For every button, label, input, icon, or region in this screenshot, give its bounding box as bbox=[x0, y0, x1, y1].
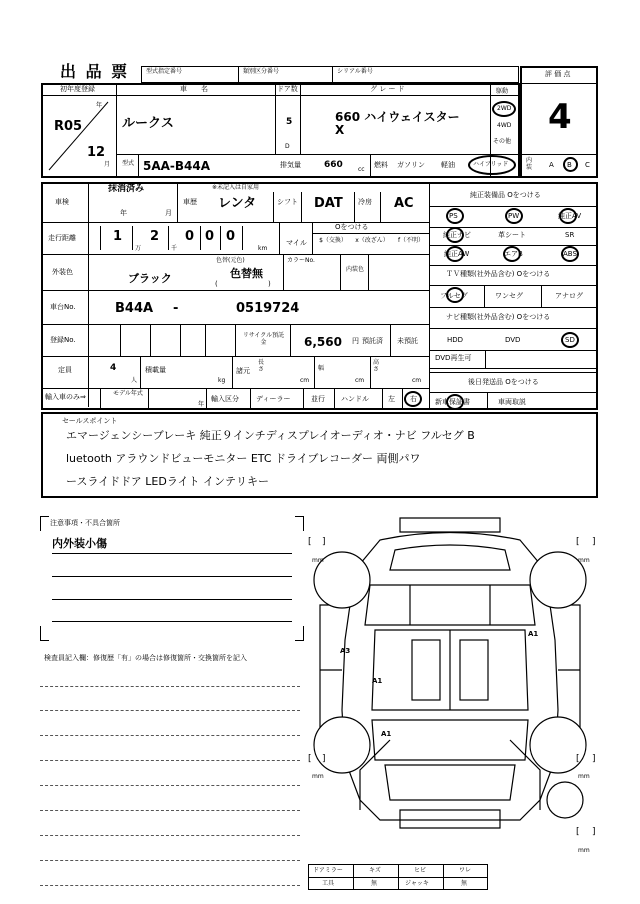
equip-navi-circle bbox=[446, 227, 464, 243]
tv-title: ＴＶ種類(社外品含む) Oをつける bbox=[446, 270, 551, 278]
height-cm-unit: cm bbox=[412, 377, 422, 384]
load-label: 積載量 bbox=[145, 366, 166, 374]
notes-text: 内外装小傷 bbox=[52, 537, 107, 550]
color-orig-label: 色替(元色) bbox=[216, 257, 245, 264]
score-label: 評 価 点 bbox=[545, 70, 571, 78]
grade-line1: 660 ハイウェイスター bbox=[335, 110, 460, 124]
dvd-label: DVD再生可 bbox=[435, 354, 472, 362]
fuel-label: 燃料 bbox=[374, 161, 388, 169]
mileage-label: 走行距離 bbox=[48, 234, 76, 242]
equip-sr: SR bbox=[565, 231, 575, 239]
genuine-title: 純正装備品 Oをつける bbox=[470, 191, 541, 199]
chassis-number: 0519724 bbox=[236, 301, 300, 316]
equip-airbag: エアB bbox=[504, 250, 523, 258]
color-orig-value: 色替無 bbox=[230, 267, 263, 280]
model-type-value: 5AA-B44A bbox=[143, 159, 211, 173]
drive-label: 駆動 bbox=[496, 88, 509, 95]
tools-header-break: ワレ bbox=[459, 867, 472, 874]
width-cm-unit: cm bbox=[355, 377, 365, 384]
import-class-label: 輸入区分 bbox=[211, 395, 239, 403]
fuel-hybrid: ハイブリッド bbox=[473, 161, 509, 168]
chassis-dash: - bbox=[173, 301, 179, 316]
odo-replaced: $（交換） bbox=[319, 237, 347, 244]
mm-unit-fl: mm bbox=[312, 557, 324, 564]
recycle-unpaid: 未預託 bbox=[397, 337, 418, 345]
equip-abs: ABS bbox=[563, 250, 577, 258]
tools-header-scratch: キズ bbox=[369, 867, 381, 874]
mm-unit-rl: mm bbox=[312, 773, 324, 780]
color-value: ブラック bbox=[128, 272, 172, 285]
equip-ps: PS bbox=[449, 212, 458, 220]
reg-no-label: 登録No. bbox=[50, 336, 76, 344]
car-damage-diagram bbox=[300, 510, 610, 870]
mileage-digit-3: 0 bbox=[185, 229, 195, 244]
drive-other: その他 bbox=[493, 138, 512, 145]
header-id-row bbox=[141, 66, 519, 83]
equip-genuine-av: 純正AV bbox=[558, 212, 582, 220]
model-year-label: モデル年式 bbox=[113, 390, 143, 397]
import-dealer: ディーラー bbox=[256, 395, 291, 403]
tools-header-mirror: ドアミラー bbox=[313, 867, 343, 874]
type-class-label: 類別区分番号 bbox=[243, 68, 280, 75]
jack-value: 無 bbox=[461, 880, 468, 887]
equip-leather: 革シート bbox=[498, 231, 526, 239]
height-label: 高さ bbox=[373, 359, 380, 373]
tv-analog: アナログ bbox=[555, 292, 583, 300]
capacity-value: 4 bbox=[110, 363, 117, 373]
km-unit: km bbox=[258, 245, 268, 252]
equip-abs-circle bbox=[561, 246, 579, 262]
damage-mark-3: A1 bbox=[372, 677, 383, 685]
equip-av-circle bbox=[559, 208, 577, 224]
tools-label: 工具 bbox=[322, 880, 335, 887]
grade-label: グ レ ー ド bbox=[370, 85, 405, 93]
chassis-label: 車台No. bbox=[50, 303, 76, 311]
mm-unit-spare: mm bbox=[578, 847, 590, 854]
equip-genuine-navi: 純正ナビ bbox=[443, 231, 471, 239]
capacity-unit: 人 bbox=[131, 377, 138, 384]
tv-fullseg-circle bbox=[446, 287, 464, 303]
navi-title: ナビ種類(社外品含む) Oをつける bbox=[446, 313, 551, 321]
shift-value: DAT bbox=[314, 196, 343, 211]
navi-hdd: HDD bbox=[447, 336, 464, 344]
drive-2wd-circle bbox=[492, 101, 516, 117]
drive-2wd: 2WD bbox=[497, 105, 512, 112]
doors-suffix: D bbox=[285, 143, 290, 150]
reg-date-diagonal bbox=[44, 100, 114, 174]
import-parallel: 並行 bbox=[311, 395, 325, 403]
tools-value: 無 bbox=[371, 880, 378, 887]
reg-month-value: 12 bbox=[87, 145, 106, 160]
equip-ps-circle bbox=[446, 208, 464, 224]
length-label: 長さ bbox=[258, 359, 265, 373]
year-unit: 年 bbox=[96, 102, 103, 109]
mileage-digit-1: 1 bbox=[113, 229, 123, 244]
inspection-year-unit: 年 bbox=[120, 209, 127, 217]
interior-label: 内装 bbox=[526, 157, 533, 171]
cc-unit: cc bbox=[358, 166, 365, 173]
steering-right: 右 bbox=[410, 395, 417, 403]
ac-value: AC bbox=[394, 196, 414, 211]
mileage-digit-2: 2 bbox=[150, 229, 160, 244]
inspector-label: 検査員記入欄：修復歴「有」の場合は修復箇所・交換箇所を記入 bbox=[44, 654, 247, 662]
mile-label: マイル bbox=[286, 239, 307, 247]
fuel-gasoline: ガソリン bbox=[397, 161, 425, 169]
chassis-prefix: B44A bbox=[115, 301, 154, 316]
tv-fullseg: フルセグ bbox=[440, 292, 468, 300]
odo-unknown: f（不明） bbox=[397, 237, 425, 244]
mileage-digit-4: 0 bbox=[205, 229, 215, 244]
later-title: 後日発送品 Oをつける bbox=[468, 378, 539, 386]
navi-dvd: DVD bbox=[505, 336, 521, 344]
car-name-label: 車 名 bbox=[180, 85, 208, 93]
later-warranty: 新車保証書 bbox=[435, 398, 470, 406]
unreg-note: ※未記入は自家用 bbox=[212, 184, 260, 191]
length-cm-unit: cm bbox=[300, 377, 310, 384]
grade-line2: X bbox=[335, 123, 345, 137]
equip-pw-circle bbox=[505, 208, 523, 224]
shift-label: シフト bbox=[277, 198, 298, 206]
mm-unit-rr: mm bbox=[578, 773, 590, 780]
interior-a: A bbox=[549, 161, 554, 169]
ac-label: 冷房 bbox=[358, 198, 372, 206]
history-value: レンタ bbox=[218, 196, 257, 211]
inspection-month-unit: 月 bbox=[165, 209, 172, 217]
recycle-unit: 円 bbox=[352, 337, 359, 345]
score-value: 4 bbox=[548, 97, 572, 137]
steering-right-circle bbox=[404, 391, 422, 407]
import-label: 輸入車のみ⇒ bbox=[45, 393, 86, 401]
inspection-label: 車検 bbox=[55, 198, 69, 206]
recycle-paid: 預託済 bbox=[362, 337, 383, 345]
navi-sd-circle bbox=[561, 332, 579, 348]
form-title: 出 品 票 bbox=[60, 62, 130, 81]
notes-label: 注意事項・不具合箇所 bbox=[50, 519, 120, 527]
interior-b-circle bbox=[563, 157, 578, 172]
color-no-label: カラーNo. bbox=[287, 257, 315, 264]
mm-unit-fr: mm bbox=[578, 557, 590, 564]
sen-unit: 千 bbox=[171, 245, 178, 252]
navi-sd: SD bbox=[565, 336, 575, 344]
damage-mark-4: A1 bbox=[381, 730, 392, 738]
kg-unit: kg bbox=[218, 377, 226, 384]
reg-year-label: 初年度登録 bbox=[60, 85, 95, 93]
jack-label: ジャッキ bbox=[405, 880, 429, 887]
color-label: 外装色 bbox=[52, 268, 73, 276]
interior-c: C bbox=[585, 161, 590, 169]
sales-line-3: ースライドドア LEDライト インテリキー bbox=[66, 475, 270, 488]
doors-value: 5 bbox=[286, 117, 293, 127]
man-unit: 万 bbox=[135, 245, 142, 252]
doors-label: ドア数 bbox=[277, 85, 298, 93]
width-label: 幅 bbox=[318, 365, 325, 372]
serial-label: シリアル番号 bbox=[337, 68, 373, 75]
model-year-unit: 年 bbox=[198, 401, 205, 408]
history-label: 車歴 bbox=[183, 198, 197, 206]
fuel-hybrid-circle bbox=[468, 155, 516, 175]
fuel-diesel: 軽油 bbox=[441, 161, 455, 169]
sales-line-1: エマージェンシーブレーキ 純正９インチディスプレイオーディオ・ナビ フルセグ B bbox=[66, 429, 475, 442]
equip-genuine-aw: 純正AW bbox=[444, 250, 470, 258]
sales-label: セールスポイント bbox=[62, 417, 118, 425]
model-cert-label: 型式指定番号 bbox=[146, 68, 183, 75]
recycle-label: リサイクル預託金 bbox=[242, 332, 285, 347]
equip-airbag-circle bbox=[503, 246, 521, 262]
reg-year-value: R05 bbox=[54, 119, 83, 134]
month-unit: 月 bbox=[104, 161, 111, 168]
displacement-label: 排気量 bbox=[280, 161, 301, 169]
interior-color-label: 内装色 bbox=[345, 266, 364, 273]
dims-label: 諸元 bbox=[236, 367, 250, 375]
tv-oneseg: ワンセグ bbox=[495, 292, 523, 300]
later-warranty-circle bbox=[446, 394, 464, 410]
odo-tampered: x（改ざん） bbox=[355, 237, 389, 244]
car-name-value: ルークス bbox=[122, 116, 174, 131]
mileage-digit-5: 0 bbox=[226, 229, 236, 244]
recycle-value: 6,560 bbox=[304, 335, 342, 349]
displacement-value: 660 bbox=[324, 160, 343, 170]
interior-b: B bbox=[567, 161, 572, 169]
drive-4wd: 4WD bbox=[497, 122, 512, 129]
later-manual: 車両取説 bbox=[498, 398, 526, 406]
steering-left: 左 bbox=[388, 395, 395, 403]
sales-line-2: luetooth アラウンドビューモニター ETC ドライブレコーダー 両側パワ bbox=[66, 452, 421, 465]
capacity-label: 定員 bbox=[58, 366, 72, 374]
tools-header-crack: ヒビ bbox=[414, 867, 427, 874]
inspection-value: 抹消済み bbox=[108, 184, 145, 194]
steering-label: ハンドル bbox=[341, 395, 369, 403]
equip-pw: PW bbox=[508, 212, 520, 220]
damage-mark-2: A3 bbox=[340, 647, 351, 655]
equip-aw-circle bbox=[446, 246, 464, 262]
odo-circle-note: Oをつける bbox=[335, 223, 369, 231]
damage-mark-1: A1 bbox=[528, 630, 539, 638]
model-type-label: 型式 bbox=[122, 160, 135, 167]
